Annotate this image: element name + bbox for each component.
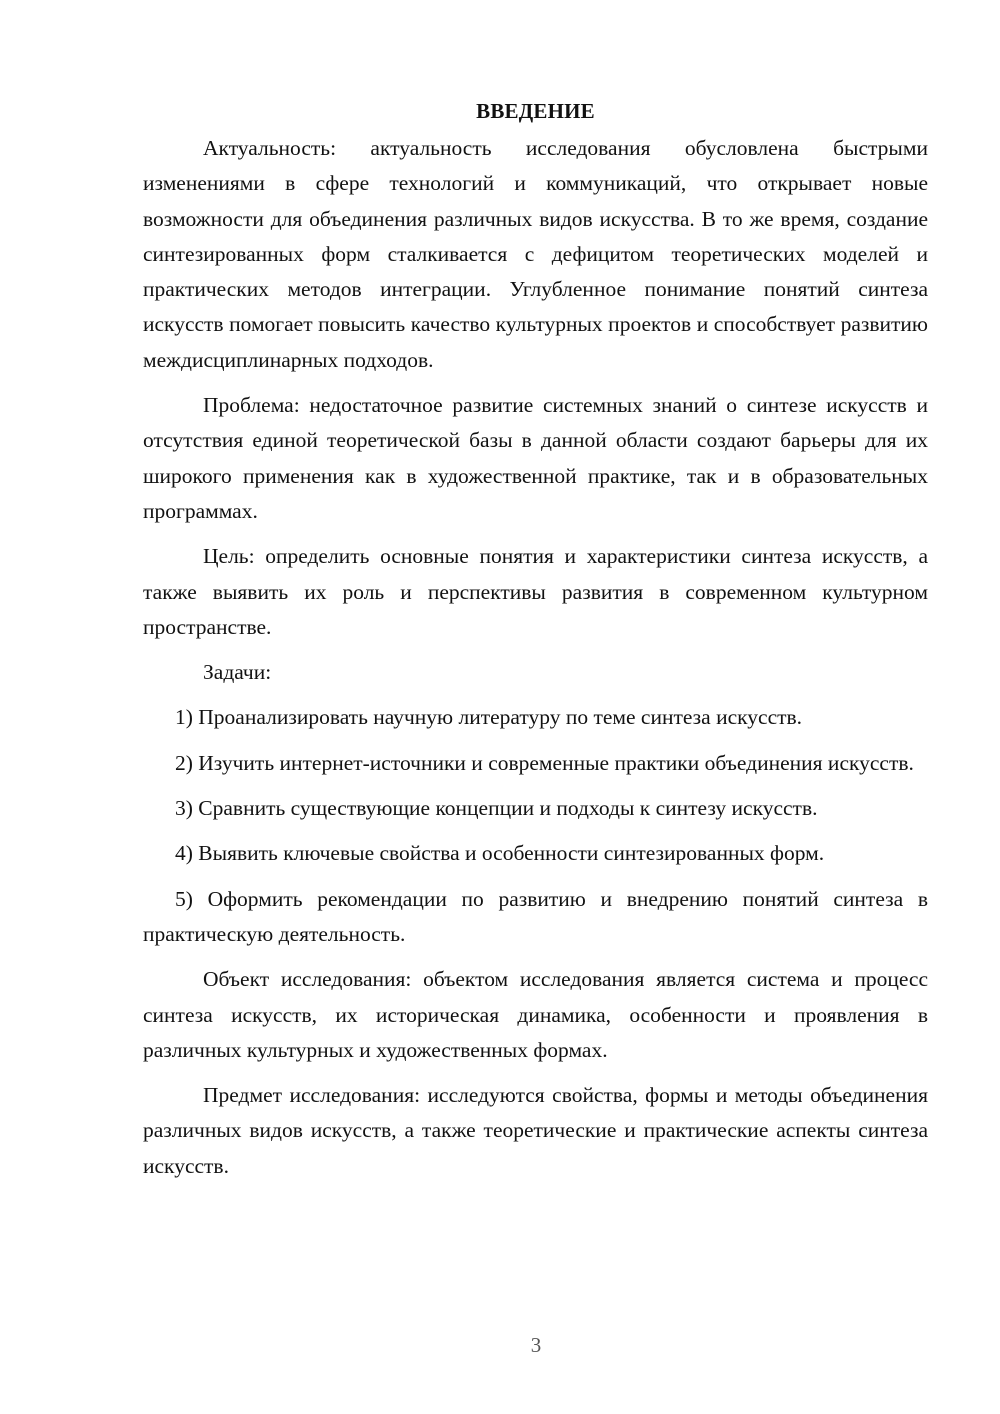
document-body xyxy=(143,94,928,1194)
task-item-5: 5) Оформить рекомендации по развитию и внедрению понятий синтеза в практическую деятельность. xyxy=(143,886,928,946)
section-title: ВВЕДЕНИЕ xyxy=(476,99,595,123)
paragraph-object: Объект исследования: объектом исследования является система и процесс синтеза искусств, их историческая динамика, особенности и проявления в различных культурных и художественных формах. xyxy=(143,967,928,1062)
page-number: 3 xyxy=(530,1333,542,1357)
task-item-3: 3) Сравнить существующие концепции и подходы к синтезу искусств. xyxy=(175,796,818,821)
task-item-1: 1) Проанализировать научную литературу по теме синтеза искусств. xyxy=(175,705,803,730)
task-item-2: 2) Изучить интернет-источники и современные практики объединения искусств. xyxy=(175,750,914,775)
paragraph-relevance: Актуальность: актуальность исследования обусловлена быстрыми изменениями в сфере технологий и коммуникаций, что открывает новые возможности для объединения различных видов искусства. В то же время, создание синтезированных форм сталкивается с дефицитом теоретических моделей и практических методов интеграции. Углубленное понимание понятий синтеза искусств помогает повысить качество культурных проектов и способствует развитию междисциплинарных подходов. xyxy=(143,136,928,372)
paragraph-goal: Цель: определить основные понятия и характеристики синтеза искусств, а также выявить их роль и перспективы развития в современном культурном пространстве. xyxy=(143,544,928,639)
paragraph-subject: Предмет исследования: исследуются свойства, формы и методы объединения различных видов искусств, а также теоретические и практические аспекты синтеза искусств. xyxy=(143,1083,928,1178)
paragraph-problem: Проблема: недостаточное развитие системных знаний о синтезе искусств и отсутствия единой теоретической базы в данной области создают барьеры для их широкого применения как в художественной практике, так и в образовательных программах. xyxy=(143,393,928,523)
tasks-heading: Задачи: xyxy=(203,660,272,685)
task-item-4: 4) Выявить ключевые свойства и особенности синтезированных форм. xyxy=(175,841,825,866)
